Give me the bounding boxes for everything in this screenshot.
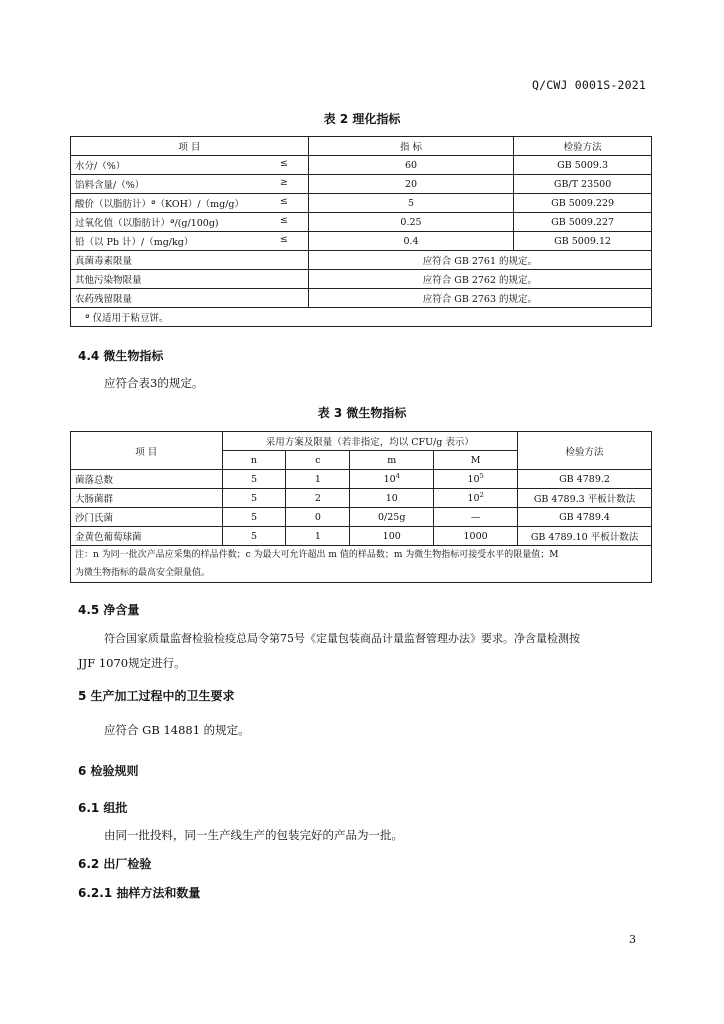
- header-M: M: [434, 451, 518, 470]
- table3-caption: 表 3 微生物指标: [317, 406, 407, 420]
- row-item: 农药残留限量: [71, 289, 309, 308]
- row-symbol: ≤: [279, 215, 288, 226]
- row-item: 大肠菌群: [71, 489, 223, 508]
- m-base: 10: [383, 474, 396, 486]
- document-number: Q/CWJ 0001S-2021: [532, 78, 646, 92]
- row-method: GB 4789.10 平板计数法: [518, 527, 652, 546]
- row-method: GB 5009.3: [514, 156, 652, 175]
- section-heading: 4.5 净含量: [78, 603, 140, 617]
- header-index: 指 标: [308, 137, 513, 156]
- section-heading: 6.2 出厂检验: [78, 857, 152, 871]
- row-requirement: 应符合 GB 2761 的规定。: [308, 251, 651, 270]
- table-row: [71, 156, 652, 175]
- M-base: 10: [467, 493, 480, 505]
- row-M: [434, 470, 518, 489]
- M-exponent: 2: [479, 491, 484, 500]
- row-requirement: 应符合 GB 2763 的规定。: [308, 289, 651, 308]
- row-item: 沙门氏菌: [71, 508, 223, 527]
- table-row: [71, 470, 652, 489]
- row-M: [434, 508, 518, 527]
- row-n: 5: [222, 527, 286, 546]
- row-m: [350, 489, 434, 508]
- table-header-row: [71, 137, 652, 156]
- section-heading: 6 检验规则: [78, 764, 139, 778]
- table-row: [71, 508, 652, 527]
- row-n: 5: [222, 508, 286, 527]
- row-item: 馅料含量/（%）: [75, 180, 145, 191]
- M-base: —: [470, 512, 481, 524]
- m-base: 0/25g: [378, 512, 406, 524]
- header-plan: 采用方案及限量（若非指定，均以 CFU/g 表示）: [222, 432, 518, 451]
- row-M: [434, 527, 518, 546]
- M-base: 10: [467, 474, 480, 486]
- page-number: 3: [629, 933, 636, 946]
- M-exponent: 5: [479, 472, 484, 481]
- section-heading: 6.2.1 抽样方法和数量: [78, 886, 201, 900]
- m-base: 100: [382, 531, 401, 543]
- header-item: 项 目: [71, 137, 309, 156]
- table-row: [71, 527, 652, 546]
- paragraph: 应符合 GB 14881 的规定。: [104, 723, 250, 737]
- table-row: [71, 289, 652, 308]
- row-method: GB 5009.229: [514, 194, 652, 213]
- row-item: 真菌毒素限量: [71, 251, 309, 270]
- row-c: 1: [286, 527, 350, 546]
- row-value: 0.25: [308, 213, 513, 232]
- row-item: 金黄色葡萄球菌: [71, 527, 223, 546]
- row-method: GB 4789.4: [518, 508, 652, 527]
- table-row: [71, 251, 652, 270]
- row-method: GB 4789.2: [518, 470, 652, 489]
- row-symbol: ≤: [279, 196, 288, 207]
- row-value: 0.4: [308, 232, 513, 251]
- row-method: GB/T 23500: [514, 175, 652, 194]
- row-method: GB 5009.227: [514, 213, 652, 232]
- m-exponent: 4: [395, 472, 400, 481]
- table-row: [71, 175, 652, 194]
- paragraph: 符合国家质量监督检验检疫总局令第75号《定量包装商品计量监督管理办法》要求。净含量检测按: [104, 632, 580, 645]
- row-m: [350, 527, 434, 546]
- row-item: 菌落总数: [71, 470, 223, 489]
- row-method: GB 5009.12: [514, 232, 652, 251]
- row-item: 酸价（以脂肪计）ª（KOH）/（mg/g）: [75, 199, 245, 210]
- row-n: 5: [222, 489, 286, 508]
- row-M: [434, 489, 518, 508]
- table-note-row: [71, 546, 652, 583]
- header-m: m: [350, 451, 434, 470]
- table-row: [71, 270, 652, 289]
- row-value: 20: [308, 175, 513, 194]
- row-symbol: ≥: [279, 177, 288, 188]
- note-line-2: 为微生物指标的最高安全限量值。: [75, 568, 211, 578]
- row-item: 过氧化值（以脂肪计）ª/(g/100g): [75, 218, 219, 229]
- section-heading: 4.4 微生物指标: [78, 349, 164, 363]
- note-line-1: 注：n 为同一批次产品应采集的样品件数；c 为最大可允许超出 m 值的样品数；m 为微生物指标可接受水平的限量值；M: [75, 550, 559, 560]
- row-value: 60: [308, 156, 513, 175]
- microbial-table: [70, 431, 652, 583]
- paragraph-continued: JJF 1070规定进行。: [78, 656, 186, 670]
- row-symbol: ≤: [279, 234, 288, 245]
- table2-caption: 表 2 理化指标: [323, 112, 401, 126]
- table-note: ª 仅适用于粘豆饼。: [71, 308, 652, 327]
- row-value: 5: [308, 194, 513, 213]
- header-n: n: [222, 451, 286, 470]
- table-row: [71, 232, 652, 251]
- table-header-row: [71, 432, 652, 451]
- header-method: 检验方法: [518, 432, 652, 470]
- row-c: 0: [286, 508, 350, 527]
- row-m: [350, 508, 434, 527]
- row-symbol: ≤: [279, 158, 288, 169]
- row-item: 水分/（%）: [75, 161, 126, 172]
- table-note-row: [71, 308, 652, 327]
- header-item: 项 目: [71, 432, 223, 470]
- row-item: 铅（以 Pb 计）/（mg/kg）: [75, 237, 194, 248]
- table-row: [71, 213, 652, 232]
- row-m: [350, 470, 434, 489]
- header-c: c: [286, 451, 350, 470]
- table-row: [71, 489, 652, 508]
- table-row: [71, 194, 652, 213]
- paragraph: 应符合表3的规定。: [104, 376, 204, 390]
- row-item: 其他污染物限量: [71, 270, 309, 289]
- header-method: 检验方法: [514, 137, 652, 156]
- section-heading: 6.1 组批: [78, 801, 128, 815]
- row-requirement: 应符合 GB 2762 的规定。: [308, 270, 651, 289]
- M-base: 1000: [463, 531, 488, 543]
- row-c: 2: [286, 489, 350, 508]
- row-n: 5: [222, 470, 286, 489]
- paragraph: 由同一批投料，同一生产线生产的包装完好的产品为一批。: [104, 828, 403, 842]
- physicochemical-table: [70, 136, 652, 327]
- row-method: GB 4789.3 平板计数法: [518, 489, 652, 508]
- m-base: 10: [385, 493, 398, 505]
- table-note: [71, 546, 652, 583]
- section-heading: 5 生产加工过程中的卫生要求: [78, 689, 235, 703]
- row-c: 1: [286, 470, 350, 489]
